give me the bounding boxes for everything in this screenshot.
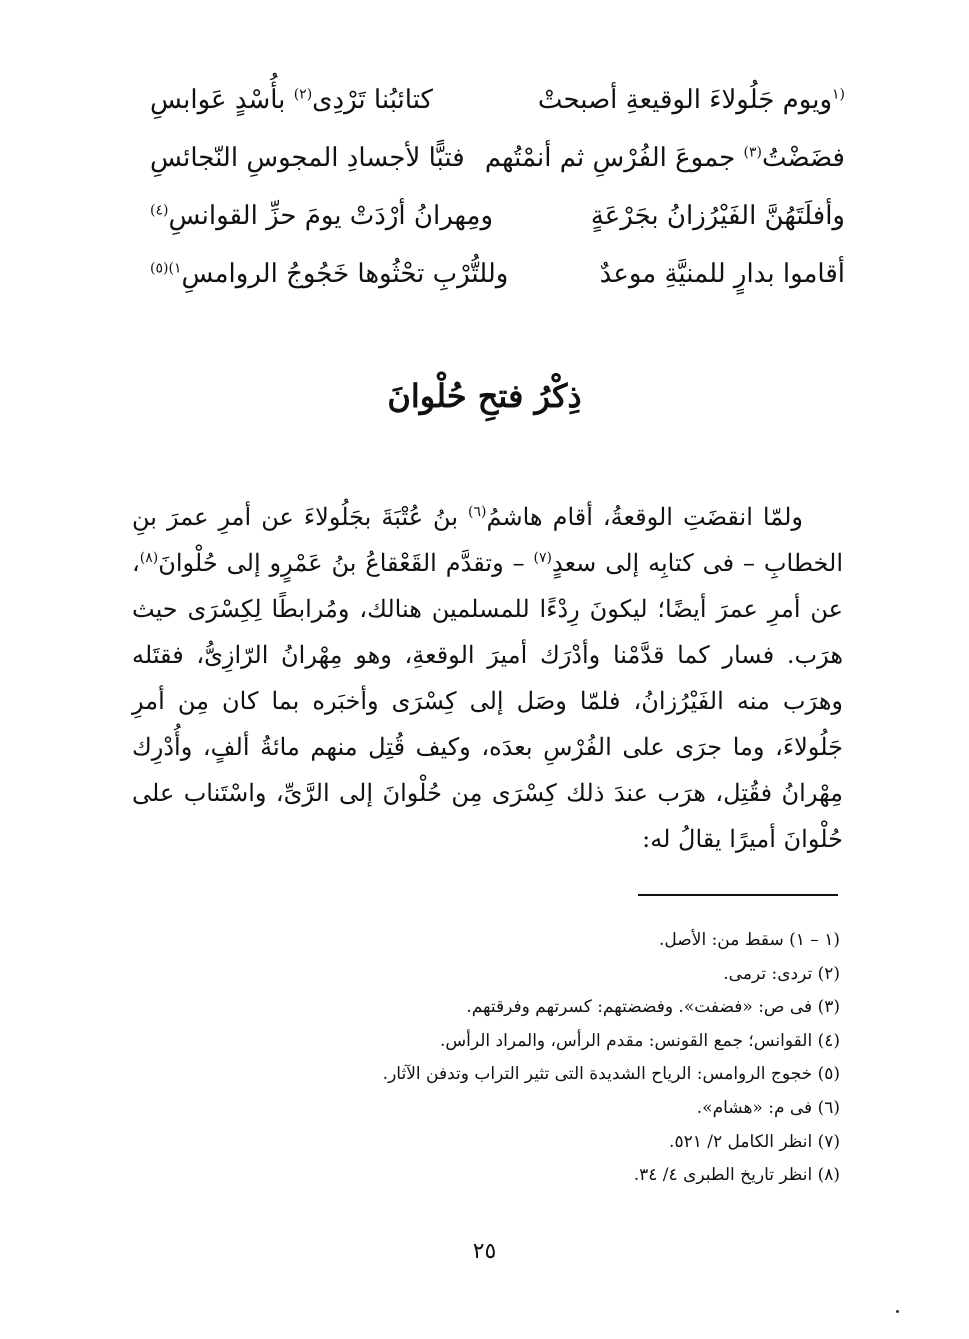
paragraph: ولمّا انقضَتِ الوقعةُ، أقام هاشمُ$^{(٦)}$ بنُ عُتْبَةَ بجَلُولاءَ عن أمرِ عمرَ بنِ الخطابِ – فى كتابِه إلى سعدٍ$^{(٧)}$ – وتقدَّم القَعْقاعُ بنُ عَمْرٍو إلى حُلْوانَ$^{(٨)}$، عن أمرِ عمرَ أيضًا؛ ليكونَ رِدْءًا للمسلمين هنالك، ومُرابطًا لِكِسْرَى حيث هرَب. فسار كما قدَّمْنا وأدْرَك أميرَ الوقعةِ، وهو مِهْرانُ الرّازِىُّ، فقتَله وهرَب منه الفَيْرُزانُ، فلمّا وصَل إلى كِسْرَى وأخبَره بما كان مِن أمرِ جَلُولاءَ، وما جرَى على الفُرْسِ بعدَه، وكيف قُتِل منهم مائةُ ألفٍ، وأُدْرِك مِهْرانُ فقُتِل، هرَب عندَ ذلك كِسْرَى مِن حُلْوانَ إلى الرَّىِّ، واسْتَناب على حُلْوانَ أميرًا يقالُ له: (132, 503, 844, 853)
verse-second-hemistich: ومِهرانُ أرْدَتْ يومَ حزِّ القوانسِ$^{(٤)}$ (150, 201, 494, 231)
footnote: (١ – ١) سقط من: الأصل. (659, 930, 840, 950)
footnote: (٧) انظر الكامل ٢/ ٥٢١. (669, 1131, 840, 1152)
verse-first-hemistich: فضَضْتُ$^{(٣)}$ جموعَ الفُرْسِ ثم أنمْتُهم (484, 143, 845, 173)
body-text (132, 494, 843, 862)
footnote-marker: (٣) (743, 144, 762, 161)
footnotes (340, 924, 840, 1193)
scan-speck (896, 1310, 899, 1313)
page-number: ٢٥ (472, 1239, 497, 1264)
footnote-marker: (٨) (139, 550, 159, 566)
poem-verse (150, 196, 845, 256)
footnote-marker: (٤) (150, 202, 169, 219)
verse-first-hemistich: أقاموا بدارٍ للمنيَّةِ موعدٌ (599, 259, 845, 289)
footnote-marker: (٢) (293, 86, 313, 103)
footnote: (٣) فى ص: «فضفت». وفضضتهم: كسرتهم وفرقتهم. (466, 997, 840, 1018)
verse-first-hemistich: وأفلَتَهُنَّ الفَيْرُزانُ بجَرْعَةٍ (590, 201, 845, 231)
poem-verse (150, 80, 845, 140)
verse-first-hemistich: $^{(١}$ويوم جَلُولاءَ الوقيعةِ أصبحتْ (537, 85, 845, 115)
footnote-marker: (٧) (533, 550, 552, 566)
footnote: (٦) فى م: «هشام». (696, 1097, 840, 1118)
footnote: (٢) تردى: ترمى. (723, 963, 840, 984)
footnote-marker: ١)(٥) (150, 260, 182, 277)
footnote-marker: (٦) (468, 504, 487, 520)
footnote: (٨) انظر تاريخ الطبرى ٤/ ٣٤. (633, 1165, 840, 1186)
footnote: (٥) خجوج الروامس: الرياح الشديدة التى تثير التراب وتدفن الآثار. (382, 1064, 840, 1085)
section-heading: ذِكْرُ فتحِ حُلْوانَ (387, 377, 582, 415)
poem-verse (150, 138, 845, 198)
footnote-divider (638, 894, 838, 896)
footnote-marker: (١ (832, 86, 845, 103)
verse-second-hemistich: فتبًّا لأجسادِ المجوسِ النّجائسِ (150, 143, 465, 173)
verse-second-hemistich: وللتُّرْبِ تحْثُوها خَجُوجُ الروامسِ$^{١)(٥)}$ (150, 259, 509, 289)
poem-verse (150, 254, 845, 314)
footnote: (٤) القوانس؛ جمع القونس: مقدم الرأس، والمراد الرأس. (439, 1030, 840, 1051)
verse-second-hemistich: كتائبُنا تَرْدِى$^{(٢)}$ بأُسْدٍ عَوابسِ (150, 85, 433, 115)
